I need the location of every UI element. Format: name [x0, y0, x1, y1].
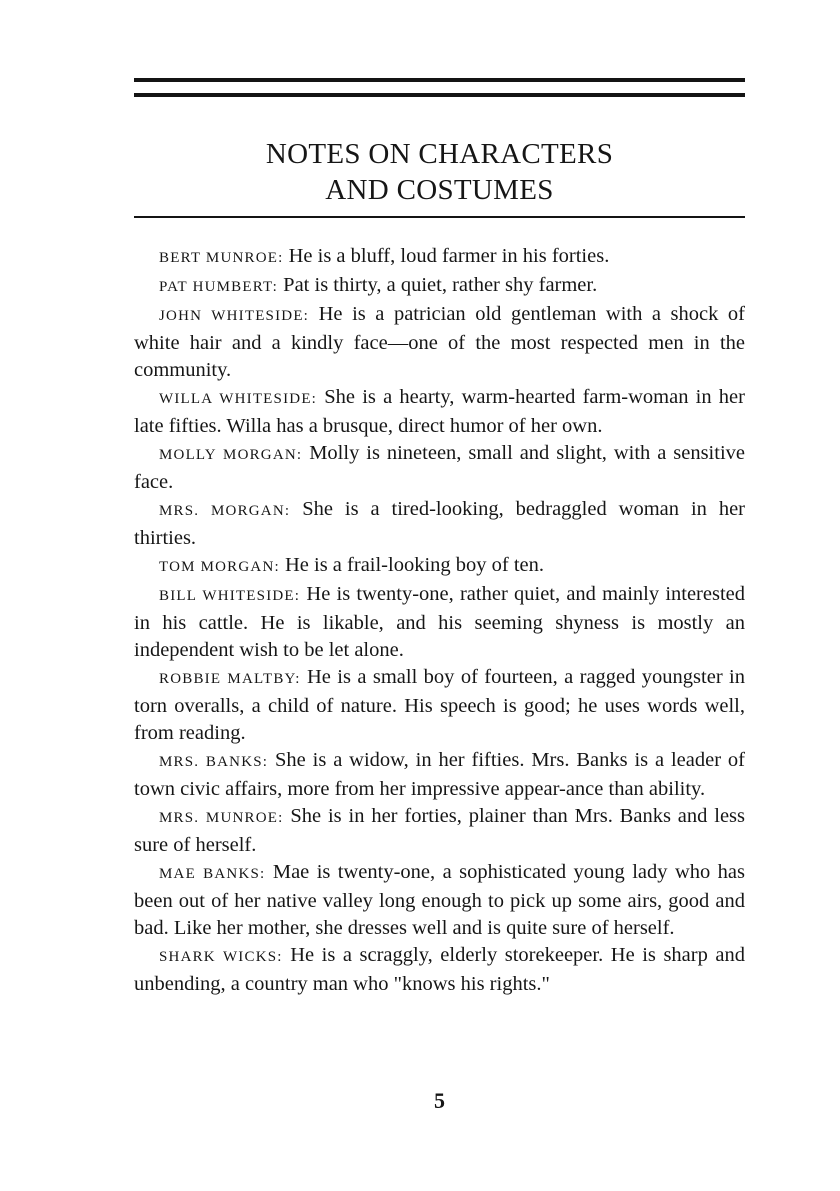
- character-description: She is a widow, in her fifties. Mrs. Banks is a leader of town civic affairs, more from her impressive appear-ance than ability.: [134, 749, 745, 800]
- character-name: MOLLY MORGAN:: [159, 447, 303, 463]
- character-notes: [134, 243, 745, 998]
- character-entry-john-whiteside: [134, 301, 745, 384]
- character-entry-willa-whiteside: [134, 384, 745, 440]
- character-name: TOM MORGAN:: [159, 559, 280, 575]
- character-entry-tom-morgan: [134, 552, 745, 581]
- character-name: BERT MUNROE:: [159, 250, 284, 266]
- character-description: Mae is twenty-one, a sophisticated young lady who has been out of her native valley long enough to pick up some airs, good and bad. Like her mother, she dresses well and is quite sure of herself.: [134, 861, 745, 939]
- character-entry-mrs-banks: [134, 747, 745, 803]
- character-name: MRS. BANKS:: [159, 754, 269, 770]
- top-rule-lower: [134, 93, 745, 97]
- character-entry-bert-munroe: [134, 243, 745, 272]
- title-line-2: AND COSTUMES: [325, 174, 554, 207]
- character-description: He is a patrician old gentleman with a shock of white hair and a kindly face—one of the most respected men in the community.: [134, 303, 746, 381]
- character-description: He is a bluff, loud farmer in his forties.: [288, 245, 610, 267]
- top-rule-upper: [134, 78, 745, 82]
- character-name: BILL WHITESIDE:: [159, 588, 301, 604]
- character-description: He is a small boy of fourteen, a ragged youngster in torn overalls, a child of nature. His speech is good; he uses words well, from reading.: [134, 666, 745, 744]
- character-description: He is twenty-one, rather quiet, and mainly interested in his cattle. He is likable, and his seeming shyness is mostly an independent wish to be let alone.: [134, 583, 746, 661]
- character-name: SHARK WICKS:: [159, 949, 283, 965]
- character-entry-shark-wicks: [134, 942, 745, 998]
- character-description: She is a tired-looking, bedraggled woman in her thirties.: [134, 498, 745, 549]
- title-line-1: NOTES ON CHARACTERS: [265, 138, 614, 171]
- character-name: MAE BANKS:: [159, 866, 266, 882]
- character-entry-bill-whiteside: [134, 581, 745, 664]
- page-number: 5: [434, 1088, 445, 1113]
- character-description: Molly is nineteen, small and slight, with a sensitive face.: [134, 442, 745, 493]
- character-name: MRS. MORGAN:: [159, 503, 291, 519]
- character-entry-mrs-morgan: [134, 496, 745, 552]
- character-entry-molly-morgan: [134, 440, 745, 496]
- character-description: She is a hearty, warm-hearted farm-woman in her late fifties. Willa has a brusque, direct humor of her own.: [134, 386, 745, 437]
- character-name: JOHN WHITESIDE:: [159, 308, 310, 324]
- character-entry-mrs-munroe: [134, 803, 745, 859]
- title-underline-rule: [134, 216, 745, 218]
- character-name: MRS. MUNROE:: [159, 810, 284, 826]
- character-description: She is in her forties, plainer than Mrs. Banks and less sure of herself.: [134, 805, 746, 856]
- character-name: WILLA WHITESIDE:: [159, 391, 318, 407]
- character-entry-mae-banks: [134, 859, 745, 942]
- character-description: Pat is thirty, a quiet, rather shy farmer.: [283, 274, 598, 296]
- character-description: He is a frail-looking boy of ten.: [284, 554, 545, 576]
- character-name: ROBBIE MALTBY:: [159, 671, 301, 687]
- character-entry-pat-humbert: [134, 272, 745, 301]
- character-description: He is a scraggly, elderly storekeeper. He is sharp and unbending, a country man who "knows his rights.": [134, 944, 745, 995]
- page-title: [134, 136, 745, 208]
- character-entry-robbie-maltby: [134, 664, 745, 747]
- character-name: PAT HUMBERT:: [159, 279, 279, 295]
